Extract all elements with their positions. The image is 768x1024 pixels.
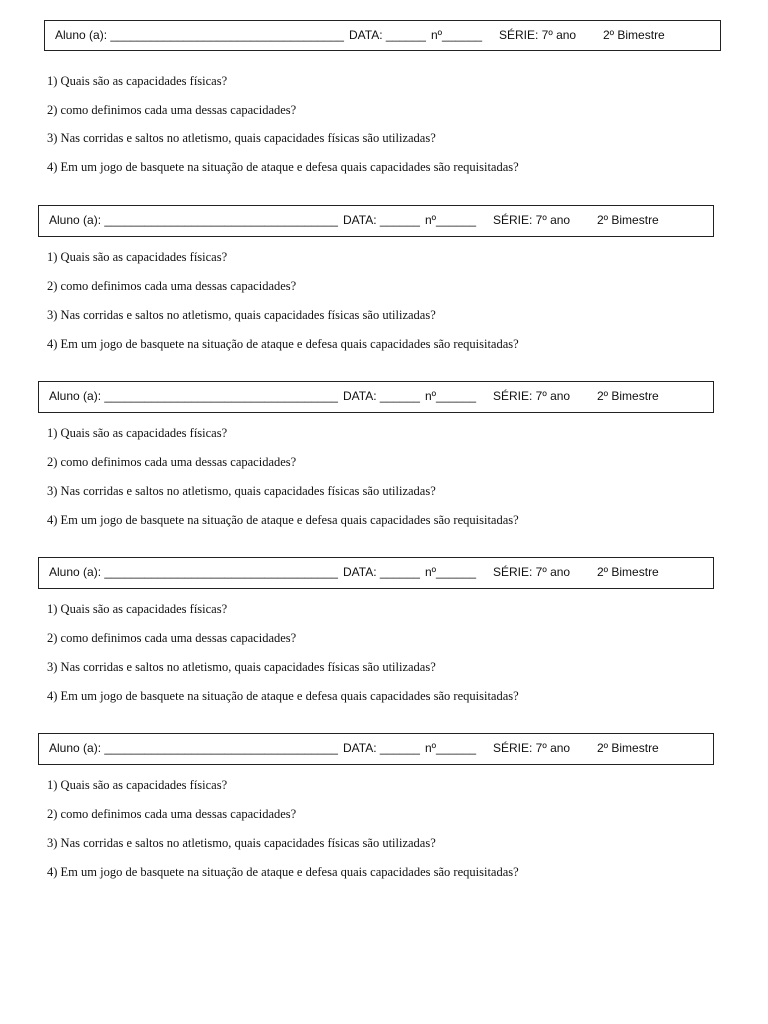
question-1: 1) Quais são as capacidades físicas? — [47, 74, 228, 88]
student-header-box — [38, 557, 714, 589]
grade-field: SÉRIE: 7º ano — [493, 565, 571, 579]
date-field: DATA: ______ — [343, 565, 420, 579]
question-4: 4) Em um jogo de basquete na situação de ataque e defesa quais capacidades são requisitadas? — [47, 865, 519, 879]
question-1: 1) Quais são as capacidades físicas? — [47, 250, 228, 264]
date-field: DATA: ______ — [349, 28, 426, 42]
number-field: nº______ — [425, 389, 477, 403]
term-label: 2º Bimestre — [597, 741, 659, 755]
term-label: 2º Bimestre — [603, 28, 665, 42]
student-name-field: Aluno (a): ___________________________________ — [49, 565, 338, 579]
question-1: 1) Quais são as capacidades físicas? — [47, 602, 228, 616]
term-label: 2º Bimestre — [597, 565, 659, 579]
question-3: 3) Nas corridas e saltos no atletismo, quais capacidades físicas são utilizadas? — [47, 308, 436, 322]
question-3: 3) Nas corridas e saltos no atletismo, quais capacidades físicas são utilizadas? — [47, 131, 436, 145]
number-field: nº______ — [425, 741, 477, 755]
question-2: 2) como definimos cada uma dessas capacidades? — [47, 807, 297, 821]
student-name-field: Aluno (a): ___________________________________ — [49, 389, 338, 403]
question-2: 2) como definimos cada uma dessas capacidades? — [47, 279, 297, 293]
question-4: 4) Em um jogo de basquete na situação de ataque e defesa quais capacidades são requisitadas? — [47, 513, 519, 527]
student-header-box — [38, 205, 714, 237]
question-2: 2) como definimos cada uma dessas capacidades? — [47, 103, 297, 117]
question-3: 3) Nas corridas e saltos no atletismo, quais capacidades físicas são utilizadas? — [47, 660, 436, 674]
question-2: 2) como definimos cada uma dessas capacidades? — [47, 631, 297, 645]
student-name-field: Aluno (a): ___________________________________ — [49, 741, 338, 755]
student-name-field: Aluno (a): ___________________________________ — [49, 213, 338, 227]
question-1: 1) Quais são as capacidades físicas? — [47, 778, 228, 792]
student-header-box — [38, 381, 714, 413]
question-4: 4) Em um jogo de basquete na situação de ataque e defesa quais capacidades são requisitadas? — [47, 160, 519, 174]
number-field: nº______ — [425, 213, 477, 227]
question-2: 2) como definimos cada uma dessas capacidades? — [47, 455, 297, 469]
question-4: 4) Em um jogo de basquete na situação de ataque e defesa quais capacidades são requisitadas? — [47, 337, 519, 351]
grade-field: SÉRIE: 7º ano — [493, 213, 571, 227]
date-field: DATA: ______ — [343, 213, 420, 227]
question-3: 3) Nas corridas e saltos no atletismo, quais capacidades físicas são utilizadas? — [47, 836, 436, 850]
number-field: nº______ — [431, 28, 483, 42]
term-label: 2º Bimestre — [597, 389, 659, 403]
grade-field: SÉRIE: 7º ano — [493, 389, 571, 403]
question-3: 3) Nas corridas e saltos no atletismo, quais capacidades físicas são utilizadas? — [47, 484, 436, 498]
question-4: 4) Em um jogo de basquete na situação de ataque e defesa quais capacidades são requisitadas? — [47, 689, 519, 703]
date-field: DATA: ______ — [343, 741, 420, 755]
student-header-box — [38, 733, 714, 765]
student-header-box — [44, 20, 721, 51]
number-field: nº______ — [425, 565, 477, 579]
date-field: DATA: ______ — [343, 389, 420, 403]
term-label: 2º Bimestre — [597, 213, 659, 227]
grade-field: SÉRIE: 7º ano — [499, 28, 577, 42]
grade-field: SÉRIE: 7º ano — [493, 741, 571, 755]
question-1: 1) Quais são as capacidades físicas? — [47, 426, 228, 440]
student-name-field: Aluno (a): ___________________________________ — [55, 28, 344, 42]
